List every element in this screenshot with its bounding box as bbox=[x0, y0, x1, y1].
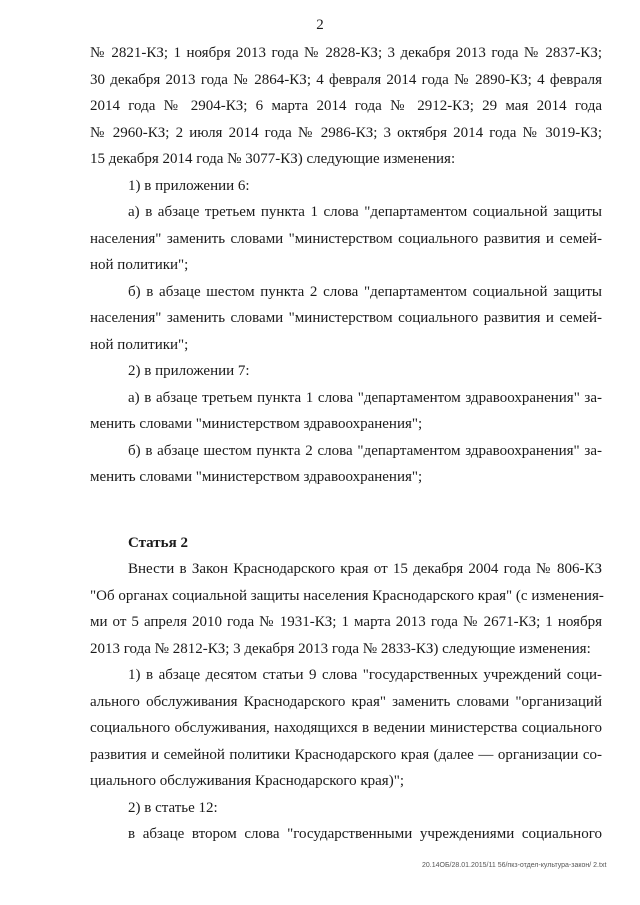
text-line: развития и семейной политики Краснодарского края (далее — организации со- bbox=[90, 746, 602, 763]
text-line: населения" заменить словами "министерством социального развития и семей- bbox=[90, 230, 602, 247]
file-path-stamp: 20.14ОБ/28.01.2015/11 56/пкз-отдел-культура-закон/ 2.txt bbox=[422, 862, 607, 869]
document-body bbox=[90, 40, 602, 848]
section-spacer bbox=[90, 491, 602, 530]
text-line: ми от 5 апреля 2010 года № 1931-КЗ; 1 марта 2013 года № 2671-КЗ; 1 ноября bbox=[90, 614, 602, 630]
page-number: 2 bbox=[316, 17, 324, 33]
amendments-article-1 bbox=[90, 40, 602, 491]
text-line: б) в абзаце шестом пункта 2 слова "департаментом здравоохранения" за- bbox=[128, 442, 602, 459]
text-line: "Об органах социальной защиты населения Краснодарского края" (с изменения- bbox=[90, 587, 604, 604]
text-line: 2013 года № 2812-КЗ; 3 декабря 2013 года № 2833-КЗ) следующие изменения: bbox=[90, 640, 591, 657]
text-line: 15 декабря 2014 года № 3077-КЗ) следующие изменения: bbox=[90, 151, 456, 167]
text-line: 1) в приложении 6: bbox=[128, 177, 250, 194]
text-line: циального обслуживания Краснодарского края)"; bbox=[90, 773, 404, 789]
text-line: ального обслуживания Краснодарского края" заменить словами "организаций bbox=[90, 693, 602, 710]
text-line: социального обслуживания, находящихся в ведении министерства социального bbox=[90, 720, 602, 736]
text-line: Внести в Закон Краснодарского края от 15 декабря 2004 года № 806-КЗ bbox=[128, 561, 602, 577]
text-line: № 2960-КЗ; 2 июля 2014 года № 2986-КЗ; 3 октября 2014 года № 3019-КЗ; bbox=[90, 124, 602, 141]
text-line: менить словами "министерством здравоохранения"; bbox=[90, 416, 423, 432]
text-line: 2) в статье 12: bbox=[128, 799, 218, 816]
text-line: № 2821-КЗ; 1 ноября 2013 года № 2828-КЗ; 3 декабря 2013 года № 2837-КЗ; bbox=[90, 45, 602, 61]
text-line: менить словами "министерством здравоохранения"; bbox=[90, 469, 423, 485]
text-line: а) в абзаце третьем пункта 1 слова "департаментом здравоохранения" за- bbox=[128, 389, 602, 406]
text-line: 1) в абзаце десятом статьи 9 слова "государственных учреждений соци- bbox=[128, 667, 602, 683]
text-line: в абзаце втором слова "государственными учреждениями социального bbox=[128, 826, 602, 842]
text-line: ной политики"; bbox=[90, 336, 189, 353]
text-line: 2014 года № 2904-КЗ; 6 марта 2014 года № 2912-КЗ; 29 мая 2014 года bbox=[90, 98, 602, 114]
amendments-article-2 bbox=[90, 556, 602, 848]
text-line: б) в абзаце шестом пункта 2 слова "департаментом социальной защиты bbox=[128, 283, 602, 300]
text-line: 2) в приложении 7: bbox=[128, 363, 250, 379]
text-line: ной политики"; bbox=[90, 257, 189, 273]
article-heading: Статья 2 bbox=[128, 534, 188, 551]
text-line: населения" заменить словами "министерством социального развития и семей- bbox=[90, 310, 602, 326]
text-line: а) в абзаце третьем пункта 1 слова "департаментом социальной защиты bbox=[128, 204, 602, 220]
text-line: 30 декабря 2013 года № 2864-КЗ; 4 февраля 2014 года № 2890-КЗ; 4 февраля bbox=[90, 71, 602, 88]
